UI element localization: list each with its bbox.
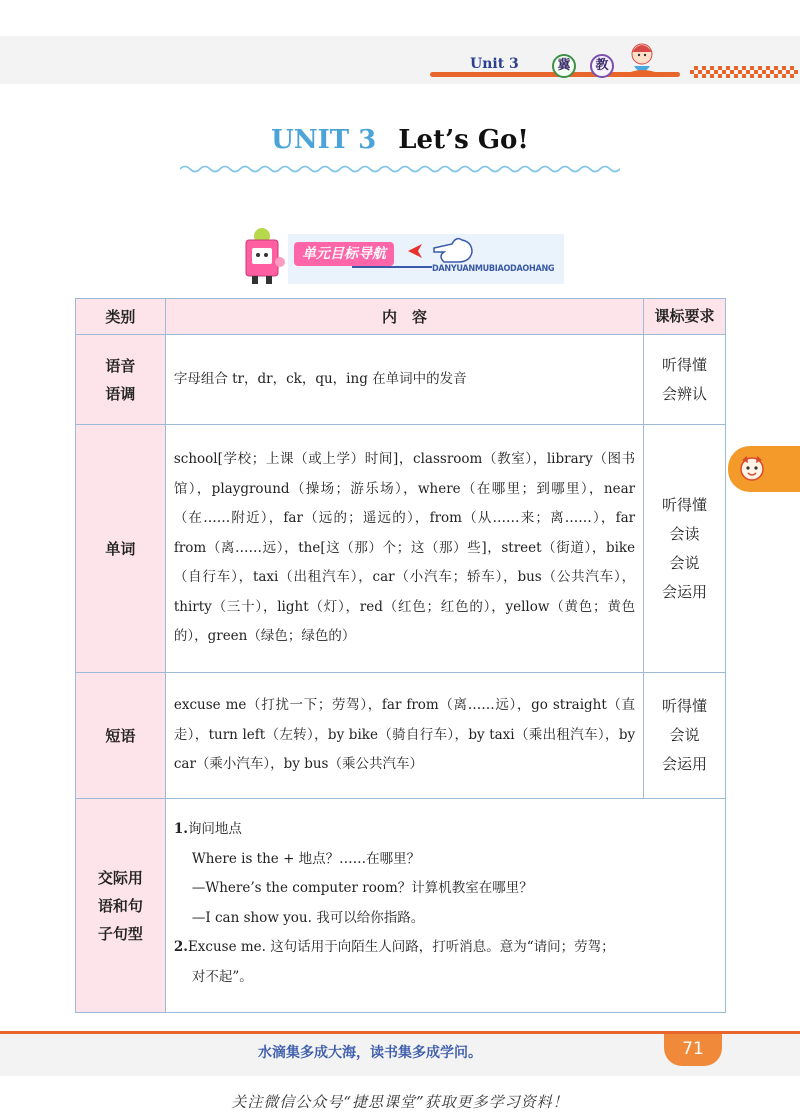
- table-header-row: [76, 299, 726, 335]
- arrow-left-icon: [408, 244, 428, 258]
- header-content: 内 容: [165, 299, 643, 335]
- pointing-hand-icon: [432, 232, 474, 266]
- row-category: [76, 799, 166, 1013]
- row-category: [76, 335, 166, 425]
- banner-pinyin: DANYUANMUBIAODAOHANG: [432, 264, 555, 274]
- item-number: 2.: [173, 939, 188, 955]
- requirement-line: 会运用: [662, 582, 708, 601]
- category-line: 语调: [105, 384, 136, 403]
- row-category: 单词: [76, 425, 166, 673]
- list-item: [174, 815, 717, 845]
- book-mascot-icon: [232, 226, 288, 288]
- header-badge-jiao: 教: [590, 54, 614, 78]
- header-requirement: 课标要求: [644, 299, 726, 335]
- list-item: Where is the + 地点？……在哪里？: [191, 850, 421, 867]
- row-content: school[学校；上课（或上学）时间]，classroom（教室），library（图书馆），playground（操场；游乐场），where（在哪里；到哪里），near（在……附近），far（远的；遥远的），from（从……来；离……），far from（离……远），the[这（那）个；这（那）些]，street（街道），bike（自行车），taxi（出租汽车），car（小汽车；轿车），bus（公共汽车），thirty（三十），light（灯），red（红色；红色的），yellow（黄色；黄色的），green（绿色；绿色的）: [165, 425, 643, 673]
- item-number: 1.: [173, 821, 188, 837]
- table-row: [76, 335, 726, 425]
- page-title: [0, 125, 800, 155]
- requirement-line: 听得懂: [662, 495, 708, 514]
- list-item: —I can show you. 我可以给你指路。: [191, 909, 425, 926]
- list-item: 对不起”。: [191, 968, 253, 985]
- footer-slogan: 水滴集多成大海，读书集多成学问。: [258, 1045, 482, 1061]
- item-text: 询问地点: [187, 821, 242, 837]
- page-number: 71: [664, 1034, 722, 1066]
- header-badge-ji: 冀: [552, 54, 576, 78]
- row-requirement: [644, 425, 726, 673]
- goal-banner: [232, 226, 568, 288]
- requirement-line: 会说: [669, 553, 700, 572]
- title-name: Let’s Go!: [398, 125, 529, 155]
- title-wave-divider: [180, 164, 620, 174]
- row-requirement: [644, 335, 726, 425]
- row-content: 字母组合 tr，dr，ck，qu，ing 在单词中的发音: [165, 335, 643, 425]
- table-row: [76, 673, 726, 799]
- requirement-line: 听得懂: [662, 697, 708, 715]
- table-row: [76, 425, 726, 673]
- category-line: 子句型: [97, 924, 143, 943]
- table-row: [76, 799, 726, 1013]
- list-item: —Where’s the computer room？计算机教室在哪里？: [191, 880, 533, 896]
- footer-note: 关注微信公众号“捷思课堂”获取更多学习资料！: [231, 1093, 569, 1111]
- side-tab: [728, 446, 800, 492]
- requirement-line: 会运用: [662, 755, 708, 773]
- header-category: 类别: [76, 299, 166, 335]
- requirement-line: 听得懂: [662, 355, 708, 374]
- category-line: 交际用: [97, 868, 143, 887]
- banner-underline: [352, 266, 432, 268]
- goal-table: [75, 298, 726, 1013]
- header-band: [0, 36, 800, 84]
- title-unit: UNIT 3: [271, 125, 377, 155]
- requirement-line: 会读: [669, 524, 700, 543]
- row-category: 短语: [76, 673, 166, 799]
- requirement-line: 会辨认: [662, 384, 708, 403]
- row-content: excuse me（打扰一下；劳驾），far from（离……远），go straight（直走），turn left（左转），by bike（骑自行车），by taxi（乘出租汽车），by car（乘小汽车），by bus（乘公共汽车）: [165, 673, 643, 799]
- mascot-girl-icon: [620, 38, 664, 82]
- banner-label: 单元目标导航: [294, 242, 394, 266]
- item-text: Excuse me. 这句话用于向陌生人问路，打听消息。意为“请问；劳驾；: [187, 939, 615, 955]
- category-line: 语音: [105, 356, 136, 375]
- header-checker-pattern: [690, 66, 798, 78]
- category-line: 语和句: [97, 896, 143, 915]
- header-unit-label: Unit 3: [470, 56, 519, 72]
- fox-face-icon: [738, 454, 766, 482]
- requirement-line: 会说: [669, 726, 700, 744]
- row-content: [165, 799, 725, 1013]
- list-item: [174, 933, 717, 963]
- row-requirement: [644, 673, 726, 799]
